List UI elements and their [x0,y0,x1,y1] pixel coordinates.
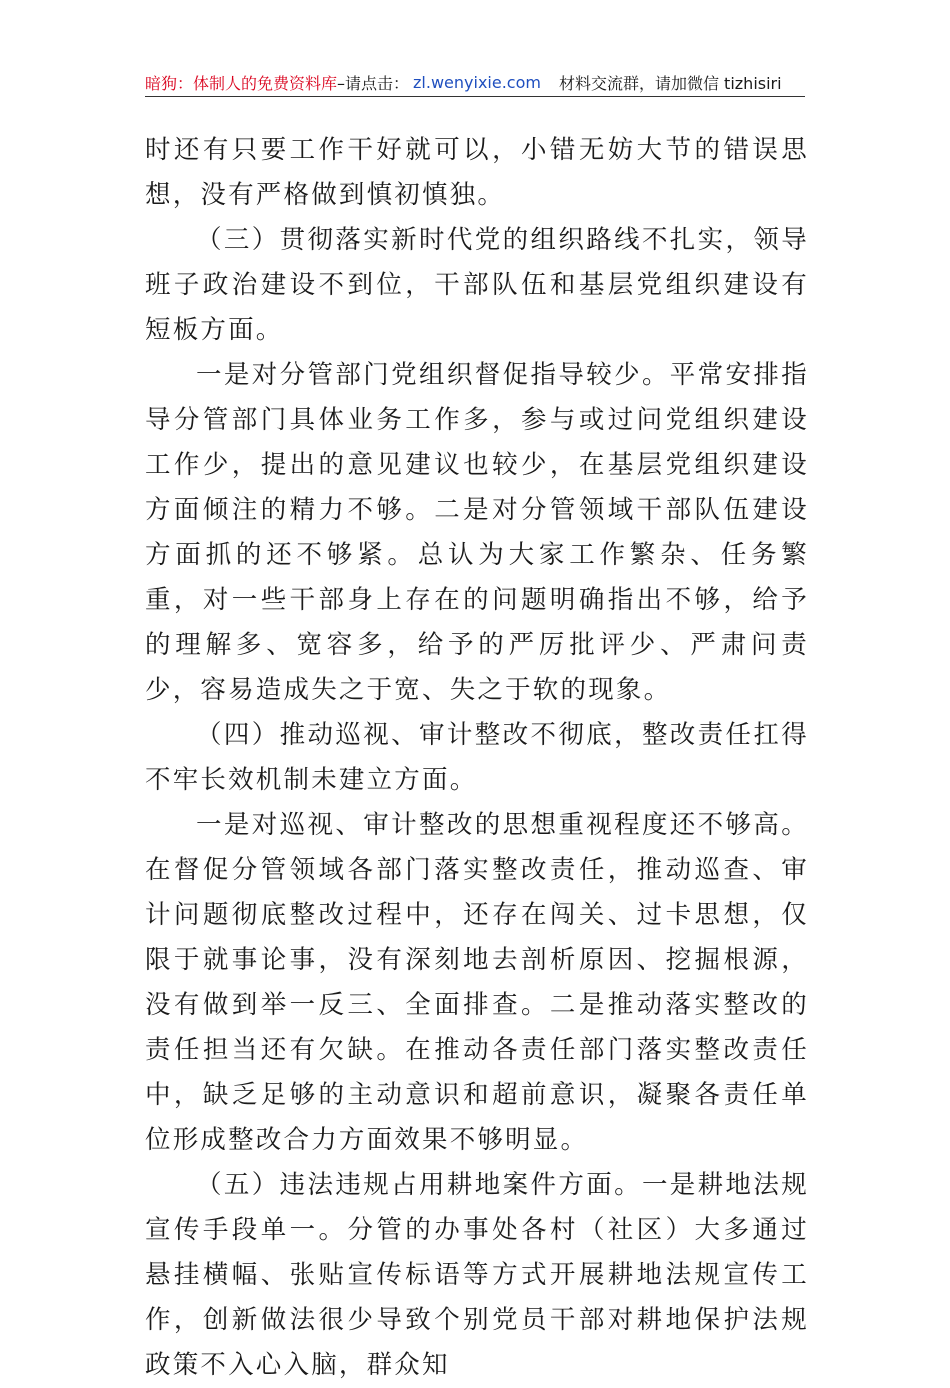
page-header [145,68,805,96]
header-wechat-group-text: 材料交流群，请加微信 tizhisiri [558,73,782,93]
header-brand-text: 暗狗：体制人的免费资料库 [145,73,338,93]
section-heading-three: （三）贯彻落实新时代党的组织路线不扎实，领导班子政治建设不到位，干部队伍和基层党组织建设有短板方面。 [145,225,809,345]
document-body [145,128,809,1388]
paragraph-section-four-body: 一是对巡视、审计整改的思想重视程度还不够高。在督促分管领域各部门落实整改责任，推动巡查、审计问题彻底整改过程中，还存在闯关、过卡思想，仅限于就事论事，没有深刻地去剖析原因、挖掘根源，没有做到举一反三、全面排查。二是推动落实整改的责任担当还有欠缺。在推动各责任部门落实整改责任中，缺乏足够的主动意识和超前意识，凝聚各责任单位形成整改合力方面效果不够明显。 [145,810,809,1155]
paragraph-continuation: 时还有只要工作干好就可以，小错无妨大节的错误思想，没有严格做到慎初慎独。 [145,135,809,210]
paragraph-section-three-body: 一是对分管部门党组织督促指导较少。平常安排指导分管部门具体业务工作多，参与或过问党组织建设工作少，提出的意见建议也较少，在基层党组织建设方面倾注的精力不够。二是对分管领域干部队伍建设方面抓的还不够紧。总认为大家工作繁杂、任务繁重，对一些干部身上存在的问题明确指出不够，给予的理解多、宽容多，给予的严厉批评少、严肃问责少，容易造成失之于宽、失之于软的现象。 [145,360,809,705]
paragraph-section-five: （五）违法违规占用耕地案件方面。一是耕地法规宣传手段单一。分管的办事处各村（社区）大多通过悬挂横幅、张贴宣传标语等方式开展耕地法规宣传工作，创新做法很少导致个别党员干部对耕地保护法规政策不入心入脑，群众知 [145,1170,809,1380]
section-heading-four: （四）推动巡视、审计整改不彻底，整改责任扛得不牢长效机制未建立方面。 [145,720,809,795]
header-divider [145,96,805,97]
header-separator-text: –请点击： [337,73,410,93]
header-website-link[interactable]: zl.wenyixie.com [413,72,541,92]
